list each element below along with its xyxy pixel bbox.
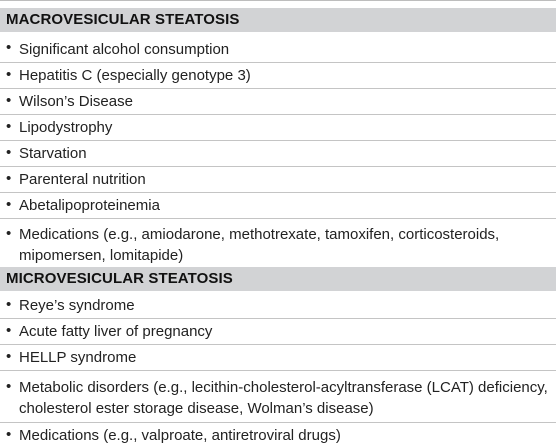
list-item [0, 115, 556, 141]
list-item-text: Reye’s syndrome [19, 297, 135, 314]
bullet-icon: • [6, 196, 12, 213]
list-item [0, 219, 556, 267]
bullet-icon: • [6, 144, 12, 161]
bullet-icon: • [6, 378, 12, 395]
bullet-icon: • [6, 39, 12, 56]
bullet-icon: • [6, 296, 12, 313]
list-item [0, 319, 556, 345]
list-item-text: Parenteral nutrition [19, 171, 146, 188]
list-item-text: Medications (e.g., amiodarone, methotrexate, tamoxifen, corticosteroids, mipomersen, lomitapide) [19, 226, 500, 264]
list-item-text: Lipodystrophy [19, 119, 113, 136]
list-item-text: Wilson’s Disease [19, 93, 133, 110]
list-item [0, 89, 556, 115]
bullet-icon: • [6, 66, 12, 83]
list-item [0, 293, 556, 319]
section-header-macrovesicular: MACROVESICULAR STEATOSIS [0, 8, 556, 32]
list-item-text: Acute fatty liver of pregnancy [19, 323, 213, 340]
bullet-icon: • [6, 225, 12, 242]
list-item [0, 141, 556, 167]
list-item [0, 37, 556, 63]
list-item-text: Abetalipoproteinemia [19, 197, 160, 214]
list-item-text: Hepatitis C (especially genotype 3) [19, 67, 251, 84]
list-item [0, 63, 556, 89]
list-item [0, 167, 556, 193]
list-item-text: HELLP syndrome [19, 349, 137, 366]
bullet-icon: • [6, 322, 12, 339]
bullet-icon: • [6, 92, 12, 109]
list-item [0, 371, 556, 423]
list-item [0, 423, 556, 446]
bullet-icon: • [6, 426, 12, 443]
list-item [0, 345, 556, 371]
section-header-microvesicular: MICROVESICULAR STEATOSIS [0, 267, 556, 291]
bullet-icon: • [6, 348, 12, 365]
list-item [0, 193, 556, 219]
list-item-text: Significant alcohol consumption [19, 41, 230, 58]
bullet-icon: • [6, 170, 12, 187]
list-item-text: Metabolic disorders (e.g., lecithin-cholesterol-acyltransferase (LCAT) deficiency, cholesterol ester storage disease, Wolman’s disease) [19, 379, 548, 417]
list-item-text: Starvation [19, 145, 87, 162]
list-item-text: Medications (e.g., valproate, antiretroviral drugs) [19, 427, 341, 444]
bullet-icon: • [6, 118, 12, 135]
